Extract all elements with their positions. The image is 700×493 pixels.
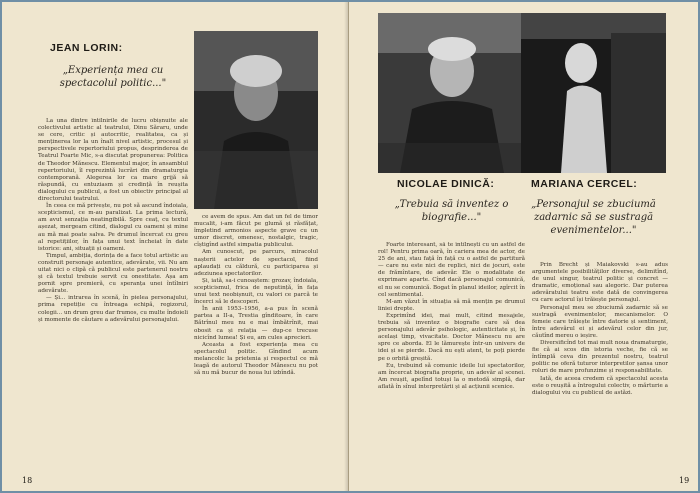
interviewee-name: MARIANA CERCEL:	[531, 178, 638, 190]
paragraph: Și, iată, sa-i cunoaștem: grozav, îndoiala, scepticismul, frica de neputință, în fața unui text neobișnuit, cu valori ce parcă te încerci să le descoperi.	[194, 277, 318, 306]
paragraph: Iată, de aceea credem că spectacolul acesta este o reușită a întregului colectiv, o mărturie a dialogului viu cu publicul de astăzi.	[532, 375, 668, 396]
portrait-photo-jean-lorin	[194, 31, 318, 209]
interviewee-name: NICOLAE DINICĂ:	[397, 178, 495, 190]
paragraph: Eu, trebuind să comunic ideile lui spectatorilor, am încercat biografia proprie, un adevăr al scenei. Am reușit, apelînd totuși la o metodă simplă, dar aflată în sînul interpretării și al acțiunii scenice.	[378, 362, 525, 390]
paragraph: Foarte interesant, să te întîlnești cu un astfel de rol! Pentru prima oară, în cariera mea de actor, de 25 de ani, stau față în față cu o astfel de partitură — care nu este nici de replici, nici de jocuri, este de frămîntare, de adevăr. Ele o modalitate de exprimare aparte. Cînd dacă personajul comunică, el nu se comunică. Bogat în planul ideilor, zgîrcit în cel sentimental.	[378, 242, 525, 298]
article-column-2	[194, 214, 318, 472]
paragraph: Prin Brecht și Maiakovski s-au adus argumentele posibilităților diverse, delimitînd, de unul singur, teatrul politic și concret — dramatic, emoțional sau alegoric. Dar puterea adevăratului teatru este dată de convingerea cu care actorul își trăiește personajul.	[532, 262, 668, 304]
interviewee-name: JEAN LORIN:	[50, 42, 123, 54]
portrait-photo-nicolae-dinica	[378, 13, 525, 173]
pull-quote: „Personajul se zbuciumă zadarnic să se sustragă evenimentelor..."	[531, 199, 656, 236]
paragraph: La una dintre întîlnirile de lucru obișnuite ale colectivului artistic al teatrului, Dinu Săraru, unde se cere, critic și autocritic, realitatea, ca și menținerea lor la un înalt nivel artistic, procesul și perspectivele repertoriului propus, desprinderea de Teatrul Foarte Mic, s-a discutat propunerea: Politica de Theodor Mănescu. Elementul major, în ansamblul repertoriului, îl reprezintă lucrări din dramaturgia contemporană. Alegerea lor ca mare grijă să răspundă, cu entuziasm și credință în reușita dialogului cu publicul, a fost un obiectiv principal al directorului teatrului.	[38, 118, 188, 203]
paragraph: Aceasta a fost experiența mea cu spectacolul politic. Gîndind acum melancolic la prietenia și respectul ce mă leagă de autorul Theodor Mănescu nu pot să nu mă bucur de noua lui izbîndă.	[194, 341, 318, 377]
paragraph: Diversificînd tot mai mult noua dramaturgie, fie că ai scos din istoria veche, fie că se întîmplă ceva din prezentul nostru, teatrul politic ne oferă tuturor interpretilor șansa unor roluri de mare profunzime și responsabilitate.	[532, 340, 668, 375]
pull-quote: „Trebuia să inventez o biografie..."	[394, 199, 509, 223]
paragraph: M-am văzut în situația să mă mențin pe drumul liniei drepte.	[378, 298, 525, 312]
paragraph: Personajul meu se zbuciumă zadarnic să se sustragă evenimentelor, mecanismelor. O femeie care trăiește între datorie și sentiment, între adevărul ei și adevărul celor din jur, căutînd mereu o ieșire.	[532, 304, 668, 339]
paragraph: În anii 1953–1956, a-a pus în scenă partea a II-a, Trestia gînditoare, în care Bătrînul meu nu e mai îmbătrînit, mai obosit ca și relația — dup-ce trecuse nicicînd lumea! Și eu, am cules aprecieri.	[194, 306, 318, 341]
page-number: 19	[679, 476, 690, 485]
page-number: 18	[22, 476, 33, 485]
left-page	[2, 2, 349, 491]
paragraph: Exprimînd idei, mai mult, citind mesajele, trebuia să inventez o biografie care să dea personajului adevăr psihologic, autenticitate și, în același timp, vivacitate. Doctor Mănescu nu are spre ce aborda. El le lămurește într-un univers de idei și se pierde. Dacă nu ești atent, te poți pierde pe o orbită greșită.	[378, 312, 525, 362]
portrait-photo-mariana-cercel	[521, 13, 666, 173]
article-column-1	[378, 242, 525, 474]
paragraph: Am cunoscut, pe parcurs, miracolul nașterii actelor de spectacol, fiind aplaudați cu căldură, cu participarea și adeziunea spectatorilor.	[194, 249, 318, 277]
article-column-2	[532, 262, 668, 474]
paragraph: — Și... intrarea în scenă, în pielea personajului, prima repetiție cu întreaga echipă, regizorul, colegii... un drum greu dar frumos, cu multe îndoieli și momente de căutare a adevărului personajului.	[38, 295, 188, 323]
pull-quote: „Experiența mea cu spectacolul politic..."	[59, 65, 167, 89]
paragraph: ce avem de spus. Am dat un fel de timor mucalit, i-am făcut pe glumă și răsfățat, împletind armonios aspecte grave cu un umor discret, omenesc, nostalgic, tragic, cîștigînd astfel simpatia publicului.	[194, 214, 318, 249]
paragraph: În ceea ce mă privește, nu pot să ascund îndoiala, scepticismul, ce m-au paralizat. La prima lectură, am avut senzația neatingibilă. Spre ceaț, cu textul așezat, mergeam citind, dialogul cu oameni și mine au mă mai poate salva. Pe drumul încercat cu greu al repetițiilor, în fața unui text încheiat în date istorice: ani, situații și oameni.	[38, 203, 188, 252]
paragraph: Timpul, ambiția, dorința de a face totul artistic au construit personaje autentice, adevărate, vii. Nu am uitat nici o clipă că publicul este partenerul nostru și că textul trebuie servit cu onestitate. Așa am pornit spre premieră, cu speranța unei întîlniri adevărate.	[38, 252, 188, 295]
magazine-spread	[2, 2, 698, 491]
article-column-1	[38, 118, 188, 468]
right-page	[349, 2, 698, 491]
